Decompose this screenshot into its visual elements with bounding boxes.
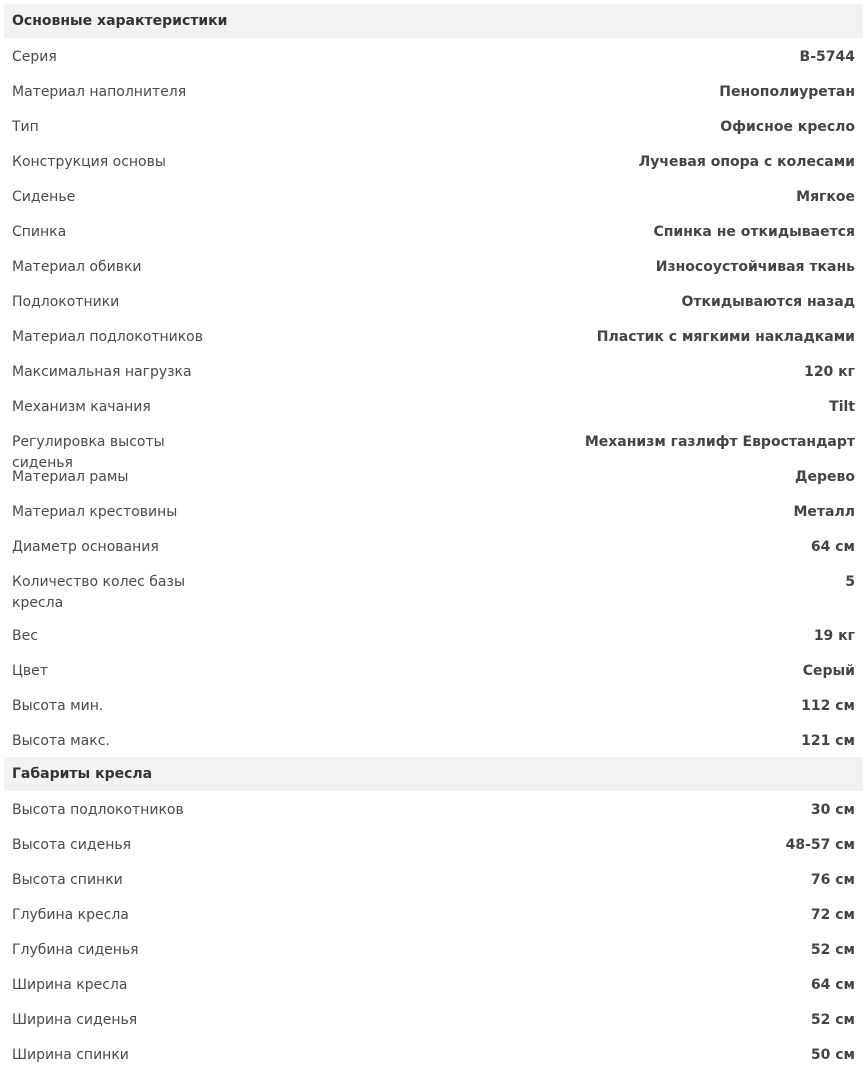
spec-label: Глубина сиденья: [12, 942, 139, 958]
spec-label: Высота макс.: [12, 733, 110, 749]
spec-value: Спинка не откидывается: [653, 224, 855, 240]
specifications-table: [4, 4, 863, 1071]
spec-row: [4, 423, 863, 471]
spec-row: [4, 318, 863, 353]
spec-label: Ширина спинки: [12, 1047, 129, 1063]
spec-value: 19 кг: [813, 628, 855, 644]
spec-value: Износоустойчивая ткань: [655, 259, 855, 275]
spec-value: 64 см: [810, 977, 855, 993]
spec-label: Ширина сиденья: [12, 1012, 138, 1028]
spec-row: [4, 1001, 863, 1036]
spec-row: [4, 1036, 863, 1071]
spec-label: Регулировка высоты сиденья: [12, 434, 165, 471]
spec-row: [4, 248, 863, 283]
spec-label: Подлокотники: [12, 294, 120, 310]
spec-value: 52 см: [810, 942, 855, 958]
section-header-main: [4, 4, 863, 38]
spec-value: B-5744: [799, 49, 855, 65]
spec-value: Tilt: [829, 399, 855, 415]
spec-label: Серия: [12, 49, 57, 65]
spec-row: [4, 966, 863, 1001]
spec-label: Материал рамы: [12, 469, 129, 485]
spec-row: [4, 283, 863, 318]
spec-value: Мягкое: [796, 189, 855, 205]
spec-value: Офисное кресло: [720, 119, 855, 135]
spec-row: [4, 722, 863, 757]
spec-value: 30 см: [810, 802, 855, 818]
spec-value: 64 см: [810, 539, 855, 555]
spec-label: Диаметр основания: [12, 539, 159, 555]
spec-label: Цвет: [12, 663, 48, 679]
spec-row: [4, 652, 863, 687]
spec-label: Ширина кресла: [12, 977, 128, 993]
spec-value: 112 см: [801, 698, 855, 714]
section-header-dimensions: [4, 757, 863, 791]
spec-value: 52 см: [810, 1012, 855, 1028]
spec-row: [4, 73, 863, 108]
spec-row: [4, 617, 863, 652]
spec-value: 121 см: [801, 733, 855, 749]
spec-row: [4, 353, 863, 388]
spec-row: [4, 493, 863, 528]
spec-label: Вес: [12, 628, 38, 644]
section-title: Габариты кресла: [12, 766, 153, 782]
spec-row: [4, 931, 863, 966]
spec-row: [4, 791, 863, 826]
spec-value: Пенополиуретан: [719, 84, 855, 100]
spec-value: Лучевая опора с колесами: [638, 154, 855, 170]
spec-value: 76 см: [810, 872, 855, 888]
spec-label: Тип: [12, 119, 39, 135]
spec-row: [4, 896, 863, 931]
spec-label: Материал подлокотников: [12, 329, 204, 345]
spec-label: Высота подлокотников: [12, 802, 184, 818]
spec-label: Спинка: [12, 224, 67, 240]
spec-row: [4, 861, 863, 896]
spec-value: Дерево: [795, 469, 855, 485]
spec-value: 120 кг: [804, 364, 855, 380]
spec-label: Количество колес базы кресла: [12, 574, 185, 611]
spec-value: 5: [845, 574, 855, 590]
spec-label: Глубина кресла: [12, 907, 129, 923]
spec-row: [4, 38, 863, 73]
spec-label: Конструкция основы: [12, 154, 166, 170]
spec-label: Высота спинки: [12, 872, 123, 888]
spec-value: Механизм газлифт Евростандарт: [584, 434, 855, 450]
spec-label: Сиденье: [12, 189, 76, 205]
spec-value: 48-57 см: [785, 837, 855, 853]
spec-row: [4, 388, 863, 423]
spec-row: [4, 687, 863, 722]
spec-value: Пластик с мягкими накладками: [596, 329, 855, 345]
spec-label: Материал крестовины: [12, 504, 178, 520]
spec-label: Материал обивки: [12, 259, 142, 275]
spec-value: 72 см: [810, 907, 855, 923]
spec-value: 50 см: [810, 1047, 855, 1063]
spec-label: Высота сиденья: [12, 837, 132, 853]
spec-label: Высота мин.: [12, 698, 104, 714]
spec-label: Материал наполнителя: [12, 84, 187, 100]
spec-value: Откидываются назад: [681, 294, 855, 310]
spec-label: Максимальная нагрузка: [12, 364, 192, 380]
spec-row: [4, 563, 863, 617]
spec-row: [4, 108, 863, 143]
section-title: Основные характеристики: [12, 13, 228, 29]
spec-row: [4, 213, 863, 248]
spec-value: Серый: [802, 663, 855, 679]
spec-row: [4, 178, 863, 213]
spec-label: Механизм качания: [12, 399, 151, 415]
spec-value: Металл: [793, 504, 855, 520]
spec-row: [4, 528, 863, 563]
spec-row: [4, 143, 863, 178]
spec-row: [4, 826, 863, 861]
